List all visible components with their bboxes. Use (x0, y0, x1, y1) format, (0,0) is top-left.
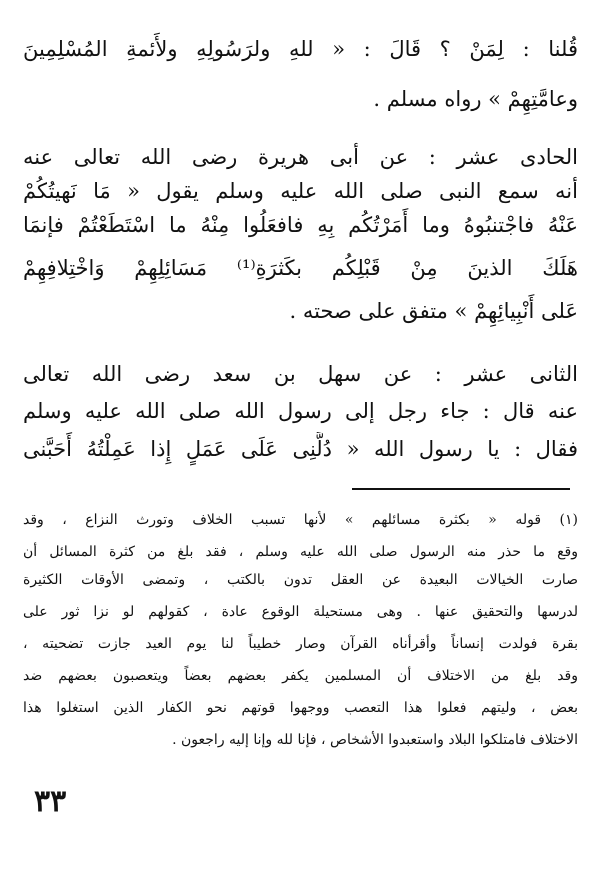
main-text-line: هَلَكَ الذينَ مِنْ قَبْلِكُم بكَثرَةِ⁽¹⁾ مَسَائِلِهِمْ وَاخْتِلافِهِمْ (23, 256, 578, 280)
footnote-line: بعض ، وليتهم فعلوا هذا التعصب ووجهوا قوتهم نحو الكفار الذين استغلوا هذا (23, 700, 578, 716)
footnote-line: وقع ما حذر منه الرسول صلى الله عليه وسلم ، فقد بلغ من كثرة المسائل أن (23, 544, 578, 560)
main-text-line: الحادى عشر : عن أبى هريرة رضى الله تعالى عنه (23, 145, 578, 169)
footnote-line: وقد بلغ من الاختلاف أن المسلمين يكفر بعضهم بعضاً ويتعصبون بعضهم ضد (23, 668, 578, 684)
footnote-separator (352, 488, 570, 490)
main-text-line: الثانى عشر : عن سهل بن سعد رضى الله تعالى (23, 362, 578, 386)
main-text-line: عَلى أَنْبِيائِهِمْ » متفق على صحته . (289, 299, 578, 323)
page-number: ٣٣ (34, 784, 67, 819)
main-text-line: أنه سمع النبى صلى الله عليه وسلم يقول « مَا نَهيتُكُمْ (23, 179, 578, 203)
main-text-line: وعامَّتِهِمْ » رواه مسلم . (373, 87, 578, 111)
main-text-line: عَنْهُ فاجْتنبُوهُ وما أَمَرْتُكُم بِهِ فافعَلُوا مِنْهُ ما اسْتَطَعْتُمْ فإنمَا (23, 213, 578, 237)
main-text-line: عنه قال : جاء رجل إلى رسول الله صلى الله عليه وسلم (23, 399, 578, 423)
footnote-line: (١) قوله « بكثرة مسائلهم » لأنها تسبب الخلاف وتورث النزاع ، وقد (23, 512, 578, 528)
footnote-line: الاختلاف فامتلكوا البلاد واستعبدوا الأشخاص ، فإنا لله وإنا إليه راجعون . (172, 732, 578, 748)
footnote-line: بقرة فولدت إنساناً وأقرأناه القرآن وصار خطيباً لنا يوم العيد جازت تضحيته ، (23, 636, 578, 652)
footnote-line: صارت الخيالات البعيدة عن العقل تدون بالكتب ، وتمضى الأوقات الكثيرة (23, 572, 578, 588)
main-text-line: قُلنا : لِمَنْ ؟ قَالَ : « للهِ ولرَسُولِهِ ولأَئمةِ المُسْلِمِينَ (23, 37, 578, 61)
main-text-line: فقال : يا رسول الله « دُلَّنِى عَلَى عَمَلٍ إِذا عَمِلْتُهُ أَحَبَّنى (23, 437, 578, 461)
footnote-line: لدرسها والتحقيق عنها . وهى مستحيلة الوقوع عادة ، كقولهم لو نزا ثور على (23, 604, 578, 620)
